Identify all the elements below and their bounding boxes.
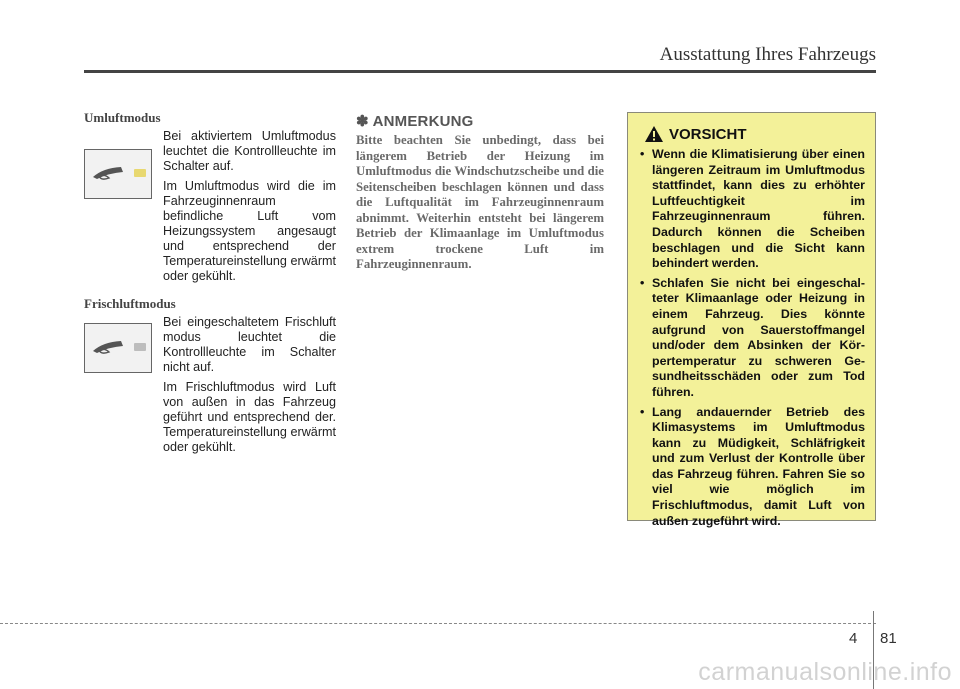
recirculation-paragraph-1: Bei aktiviertem Umluftmodus leuchtet die Kontrollleuchte im Schalter auf. <box>163 129 336 173</box>
caution-title: VORSICHT <box>669 125 747 143</box>
caution-item-text: Lang andauernder Betrieb des Klimasystems im Umluftmodus kann zu Müdigkeit, Schläfrigkeit und zum Verlust der Kontrolle über das Fahrzeug führen. Fahren Sie so viel wie möglich im Frischluftmodus, damit Luft von außen zugeführt wird. <box>652 404 865 528</box>
warning-triangle-icon <box>644 125 664 143</box>
recirculation-section <box>84 129 336 284</box>
caution-list <box>638 147 865 529</box>
caution-box <box>627 112 876 528</box>
chapter-number: 4 <box>849 630 858 647</box>
left-column <box>84 110 336 467</box>
car-recirculation-icon <box>85 150 151 198</box>
note-title: ✽ ANMERKUNG <box>356 113 474 130</box>
header-rule <box>84 70 876 73</box>
fresh-air-title: Frischluftmodus <box>84 296 176 311</box>
recirculation-indicator-light <box>134 169 146 177</box>
caution-item <box>638 405 865 530</box>
fresh-air-paragraph-1: Bei eingeschaltetem Frischluft modus leuchtet die Kontrollleuchte im Schalter nicht auf. <box>163 315 336 374</box>
fresh-air-paragraph-2: Im Frischluftmodus wird Luft von außen in das Fahrzeug geführt und entsprechend der. Temperatureinstellung erwärmt oder gekühlt. <box>163 380 336 454</box>
caution-header <box>644 125 865 143</box>
bullet-icon: • <box>640 404 645 419</box>
caution-item-text: Schlafen Sie nicht bei eingeschal-teter Klimaanlage oder Heizung in einem Fahrzeug. Dies könnte aufgrund von Sauerstoffmangel und/oder dem Absinken der Kör-pertemperatur zu schweren Ge-sundheitsschäden oder zum Tod führen. <box>652 275 865 399</box>
note-column <box>356 112 604 273</box>
page-number: 81 <box>880 630 897 647</box>
caution-item <box>638 276 865 401</box>
fresh-air-section <box>84 315 336 455</box>
page-header-title: Ausstattung Ihres Fahrzeugs <box>659 44 876 65</box>
footer-rule <box>0 623 876 624</box>
recirculation-paragraph-2: Im Umluftmodus wird die im Fahrzeuginnenraum befindliche Luft vom Heizungssystem angesaugt und entsprechend der Temperatureinstellung erwärmt oder gekühlt. <box>163 179 336 283</box>
watermark-text: carmanualsonline.info <box>698 658 952 686</box>
caution-item <box>638 147 865 272</box>
car-fresh-air-icon <box>85 324 151 372</box>
fresh-air-indicator-light <box>134 343 146 351</box>
bullet-icon: • <box>640 147 645 161</box>
bullet-icon: • <box>640 275 645 290</box>
fresh-air-switch-image <box>84 323 152 373</box>
note-text: Bitte beachten Sie unbedingt, dass bei längerem Betrieb der Heizung im Umluftmodus die Windschutzscheibe und die Seitenscheiben beschlagen können und dass die Luftqualität im Fahrzeuginnenraum abnimmt. Weiterhin entsteht bei längerem Betrieb der Klimaanlage im Umluftmodus extrem trockene Luft im Fahrzeuginnenraum. <box>356 133 604 271</box>
recirculation-switch-image <box>84 149 152 199</box>
caution-item-text: Wenn die Klimatisierung über einen längeren Zeitraum im Umluftmodus stattfindet, kann dies zu erhöhter Luftfeuchtigkeit im Fahrzeuginnenraum führen. Dadurch können die Scheiben beschlagen und die Sicht kann behindert werden. <box>652 147 865 271</box>
recirculation-title: Umluftmodus <box>84 110 161 125</box>
